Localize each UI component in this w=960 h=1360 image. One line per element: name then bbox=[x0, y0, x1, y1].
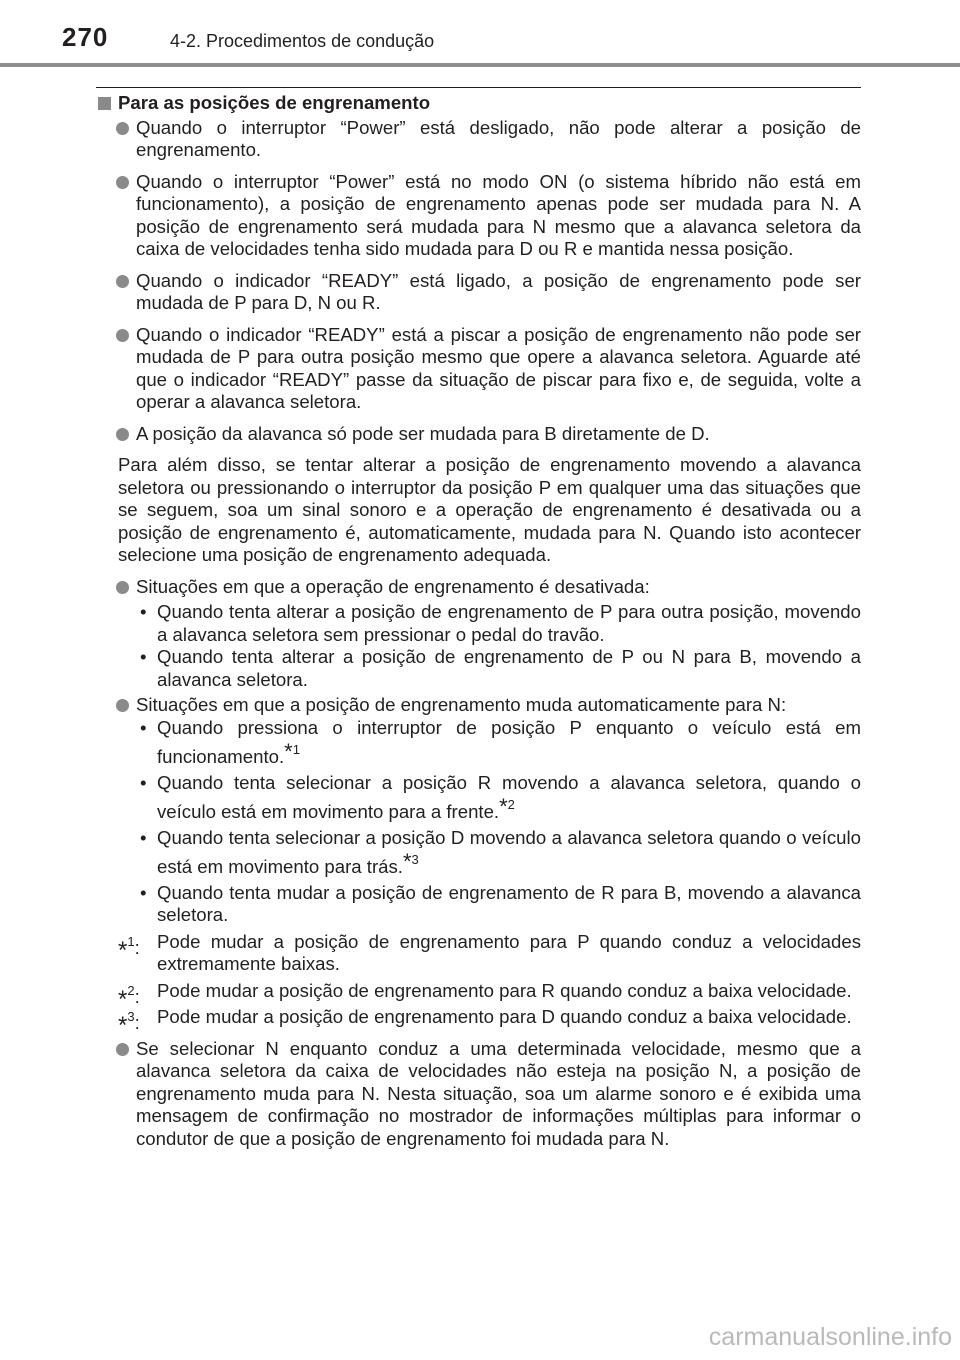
sub-list-item: • Quando tenta selecionar a posição R movendo a alavanca seletora, quando o veículo está em movimento para a frente.$^{*2}$ bbox=[140, 771, 861, 822]
section-heading bbox=[96, 92, 861, 115]
footnote-ref: *1 bbox=[284, 739, 300, 764]
bullet-dot-icon bbox=[116, 581, 129, 594]
page-content bbox=[96, 92, 861, 1150]
list-item: Situações em que a operação de engrenamento é desativada: bbox=[96, 576, 861, 599]
bullet-glyph: • bbox=[140, 646, 147, 667]
bullet-glyph: • bbox=[140, 716, 147, 738]
list-item: Quando o indicador “READY” está ligado, a posição de engrenamento pode ser mudada de P para D, N ou R. bbox=[96, 270, 861, 315]
page-header bbox=[0, 0, 960, 66]
list-item: Situações em que a posição de engrenamento muda automaticamente para N: bbox=[96, 694, 861, 717]
footnote-ref: *2 bbox=[499, 794, 515, 819]
list-item: A posição da alavanca só pode ser mudada para B diretamente de D. bbox=[96, 423, 861, 446]
bullet-dot-icon bbox=[116, 428, 129, 441]
footnote: *$^3$: Pode mudar a posição de engrenamento para D quando conduz a baixa velocidade. bbox=[118, 1006, 852, 1039]
bullet-glyph: • bbox=[140, 601, 147, 622]
section-heading-text: Para as posições de engrenamento bbox=[118, 92, 431, 113]
bullet-dot-icon bbox=[116, 122, 129, 135]
page-number: 270 bbox=[62, 22, 109, 52]
list-item: Se selecionar N enquanto conduz a uma determinada velocidade, mesmo que a alavanca seletora da caixa de velocidades não esteja na posição N, a posição de engrenamento muda para N. Nesta situação, soa um alarme sonoro e é exibida uma mensagem de confirmação no mostrador de informações múltiplas para informar o condutor de que a posição de engrenamento foi mudada para N. bbox=[96, 1038, 861, 1151]
sub-list-item: • Quando tenta mudar a posição de engrenamento de R para B, movendo a alavanca seletora. bbox=[140, 881, 861, 925]
footnote: *$^2$: Pode mudar a posição de engrenamento para R quando conduz a baixa velocidade. bbox=[118, 979, 852, 1013]
footnote: *$^1$: Pode mudar a posição de engrenamento para P quando conduz a velocidades extremamente baixas. bbox=[118, 930, 861, 974]
bullet-dot-icon bbox=[116, 699, 129, 712]
footnote-ref: *3 bbox=[402, 849, 419, 874]
bullet-dot-icon bbox=[116, 1043, 129, 1056]
section-divider bbox=[96, 87, 861, 88]
bullet-dot-icon bbox=[116, 329, 129, 342]
list-item: Quando o indicador “READY” está a piscar a posição de engrenamento não pode ser mudada de P para outra posição mesmo que opere a alavanca seletora. Aguarde até que o indicador “READY” passe da situação de piscar para fixo e, de seguida, volte a operar a alavanca seletora. bbox=[96, 324, 861, 414]
list-item: Quando o interruptor “Power” está desligado, não pode alterar a posição de engrenamento. bbox=[96, 117, 861, 162]
sub-list-item: • Quando tenta alterar a posição de engrenamento de P para outra posição, movendo a alavanca seletora sem pressionar o pedal do travão. bbox=[140, 601, 861, 645]
body-paragraph: Para além disso, se tentar alterar a posição de engrenamento movendo a alavanca seletora ou pressionando o interruptor da posição P em qualquer uma das situações que se seguem, soa um sinal sonoro e a operação de engrenamento é desativada ou a posição de engrenamento é, automaticamente, mudada para N. Quando isto acontecer selecione uma posição de engrenamento adequada. bbox=[118, 454, 861, 565]
footnote-marker: *$^1$: bbox=[118, 933, 140, 964]
bullet-glyph: • bbox=[140, 771, 147, 793]
square-bullet-icon bbox=[98, 97, 111, 110]
sub-list-item: • Quando pressiona o interruptor de posição P enquanto o veículo está em funcionamento.$^{*1}$ bbox=[140, 716, 861, 767]
bullet-dot-icon bbox=[116, 176, 129, 189]
footnote-marker: *$^3$: bbox=[118, 1009, 140, 1039]
sub-list-item: • Quando tenta alterar a posição de engrenamento de P ou N para B, movendo a alavanca seletora. bbox=[140, 646, 861, 690]
watermark: carmanualsonline.info bbox=[708, 1323, 952, 1351]
list-item: Quando o interruptor “Power” está no modo ON (o sistema híbrido não está em funcionamento), a posição de engrenamento apenas pode ser mudada para N. A posição de engrenamento será mudada para N mesmo que a alavanca seletora da caixa de velocidades tenha sido mudada para D ou R e mantida nessa posição. bbox=[96, 171, 861, 261]
footnote-marker: *$^2$: bbox=[118, 982, 140, 1013]
chapter-title: 4-2. Procedimentos de condução bbox=[170, 31, 435, 51]
bullet-glyph: • bbox=[140, 881, 147, 903]
bullet-glyph: • bbox=[140, 826, 147, 848]
header-divider bbox=[0, 63, 960, 67]
sub-list-item: • Quando tenta selecionar a posição D movendo a alavanca seletora quando o veículo está em movimento para trás.$^{*3}$ bbox=[140, 826, 861, 877]
bullet-dot-icon bbox=[116, 275, 129, 288]
